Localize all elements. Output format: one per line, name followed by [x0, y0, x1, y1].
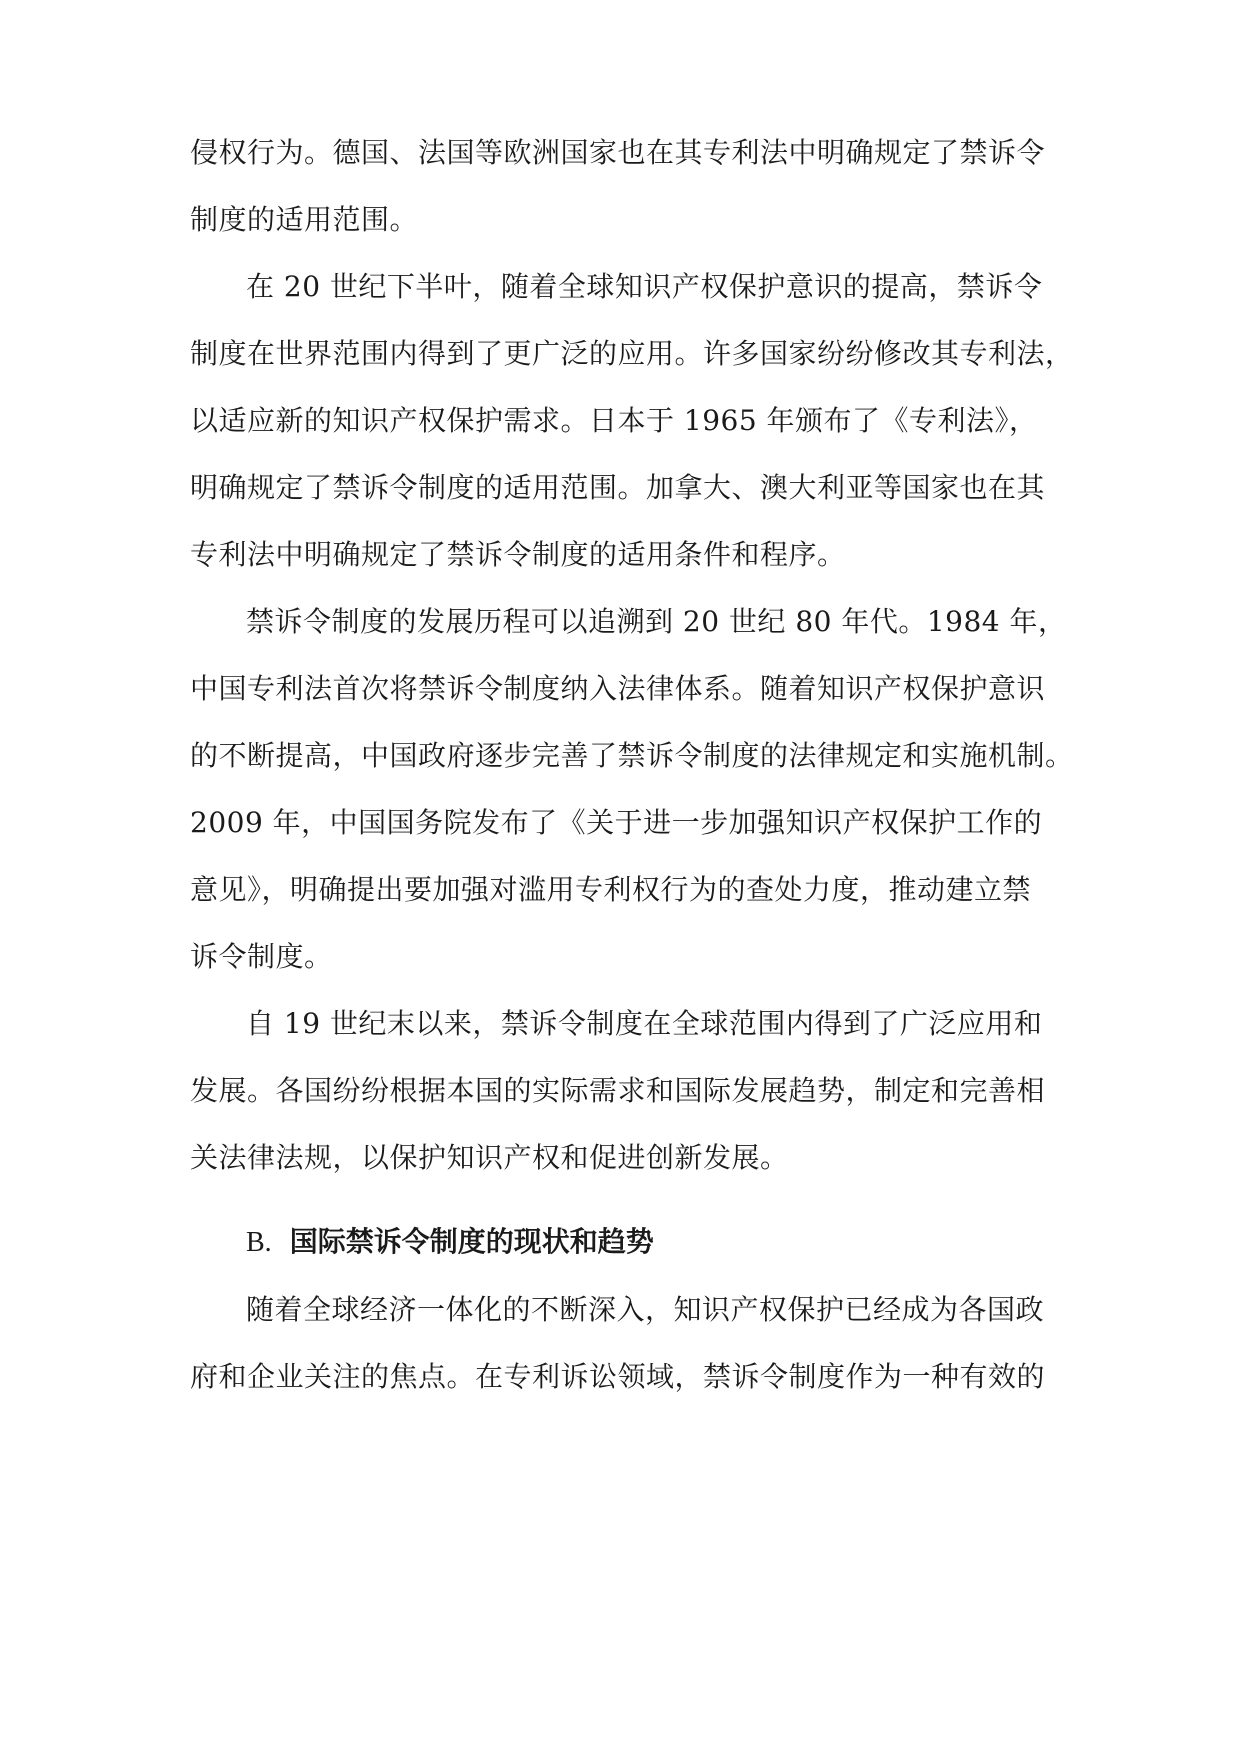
- paragraph-2-line-4: 明确规定了禁诉令制度的适用范围。加拿大、澳大利亚等国家也在其: [190, 471, 1046, 504]
- paragraph-1-line-1: 侵权行为。德国、法国等欧洲国家也在其专利法中明确规定了禁诉令: [190, 136, 1046, 169]
- paragraph-2-line-3: 以适应新的知识产权保护需求。日本于 1965 年颁布了《专利法》，: [190, 404, 1038, 437]
- paragraph-2-line-1: 在 20 世纪下半叶，随着全球知识产权保护意识的提高，禁诉令: [246, 270, 1043, 303]
- paragraph-5-line-2: 府和企业关注的焦点。在专利诉讼领域，禁诉令制度作为一种有效的: [190, 1360, 1046, 1393]
- paragraph-5-line-1: 随着全球经济一体化的不断深入，知识产权保护已经成为各国政: [246, 1293, 1045, 1326]
- paragraph-4-line-3: 关法律法规，以保护知识产权和促进创新发展。: [190, 1141, 789, 1174]
- paragraph-3-line-2: 中国专利法首次将禁诉令制度纳入法律体系。随着知识产权保护意识: [190, 672, 1046, 705]
- paragraph-3-line-6: 诉令制度。: [190, 940, 333, 973]
- paragraph-3-line-1: 禁诉令制度的发展历程可以追溯到 20 世纪 80 年代。1984 年，: [246, 605, 1067, 638]
- section-heading: [246, 1222, 654, 1262]
- paragraph-3-line-4: 2009 年，中国国务院发布了《关于进一步加强知识产权保护工作的: [190, 806, 1043, 839]
- paragraph-3-line-5: 意见》，明确提出要加强对滥用专利权行为的查处力度，推动建立禁: [190, 873, 1032, 906]
- paragraph-4-line-1: 自 19 世纪末以来，禁诉令制度在全球范围内得到了广泛应用和: [246, 1007, 1043, 1040]
- paragraph-4-line-2: 发展。各国纷纷根据本国的实际需求和国际发展趋势，制定和完善相: [190, 1074, 1046, 1107]
- paragraph-3-line-3: 的不断提高，中国政府逐步完善了禁诉令制度的法律规定和实施机制。: [190, 739, 1074, 772]
- paragraph-2-line-2: 制度在世界范围内得到了更广泛的应用。许多国家纷纷修改其专利法，: [190, 337, 1074, 370]
- section-title: 国际禁诉令制度的现状和趋势: [289, 1225, 654, 1258]
- paragraph-2-line-5: 专利法中明确规定了禁诉令制度的适用条件和程序。: [190, 538, 846, 571]
- section-marker: B.: [246, 1227, 272, 1258]
- paragraph-1-line-2: 制度的适用范围。: [190, 203, 419, 236]
